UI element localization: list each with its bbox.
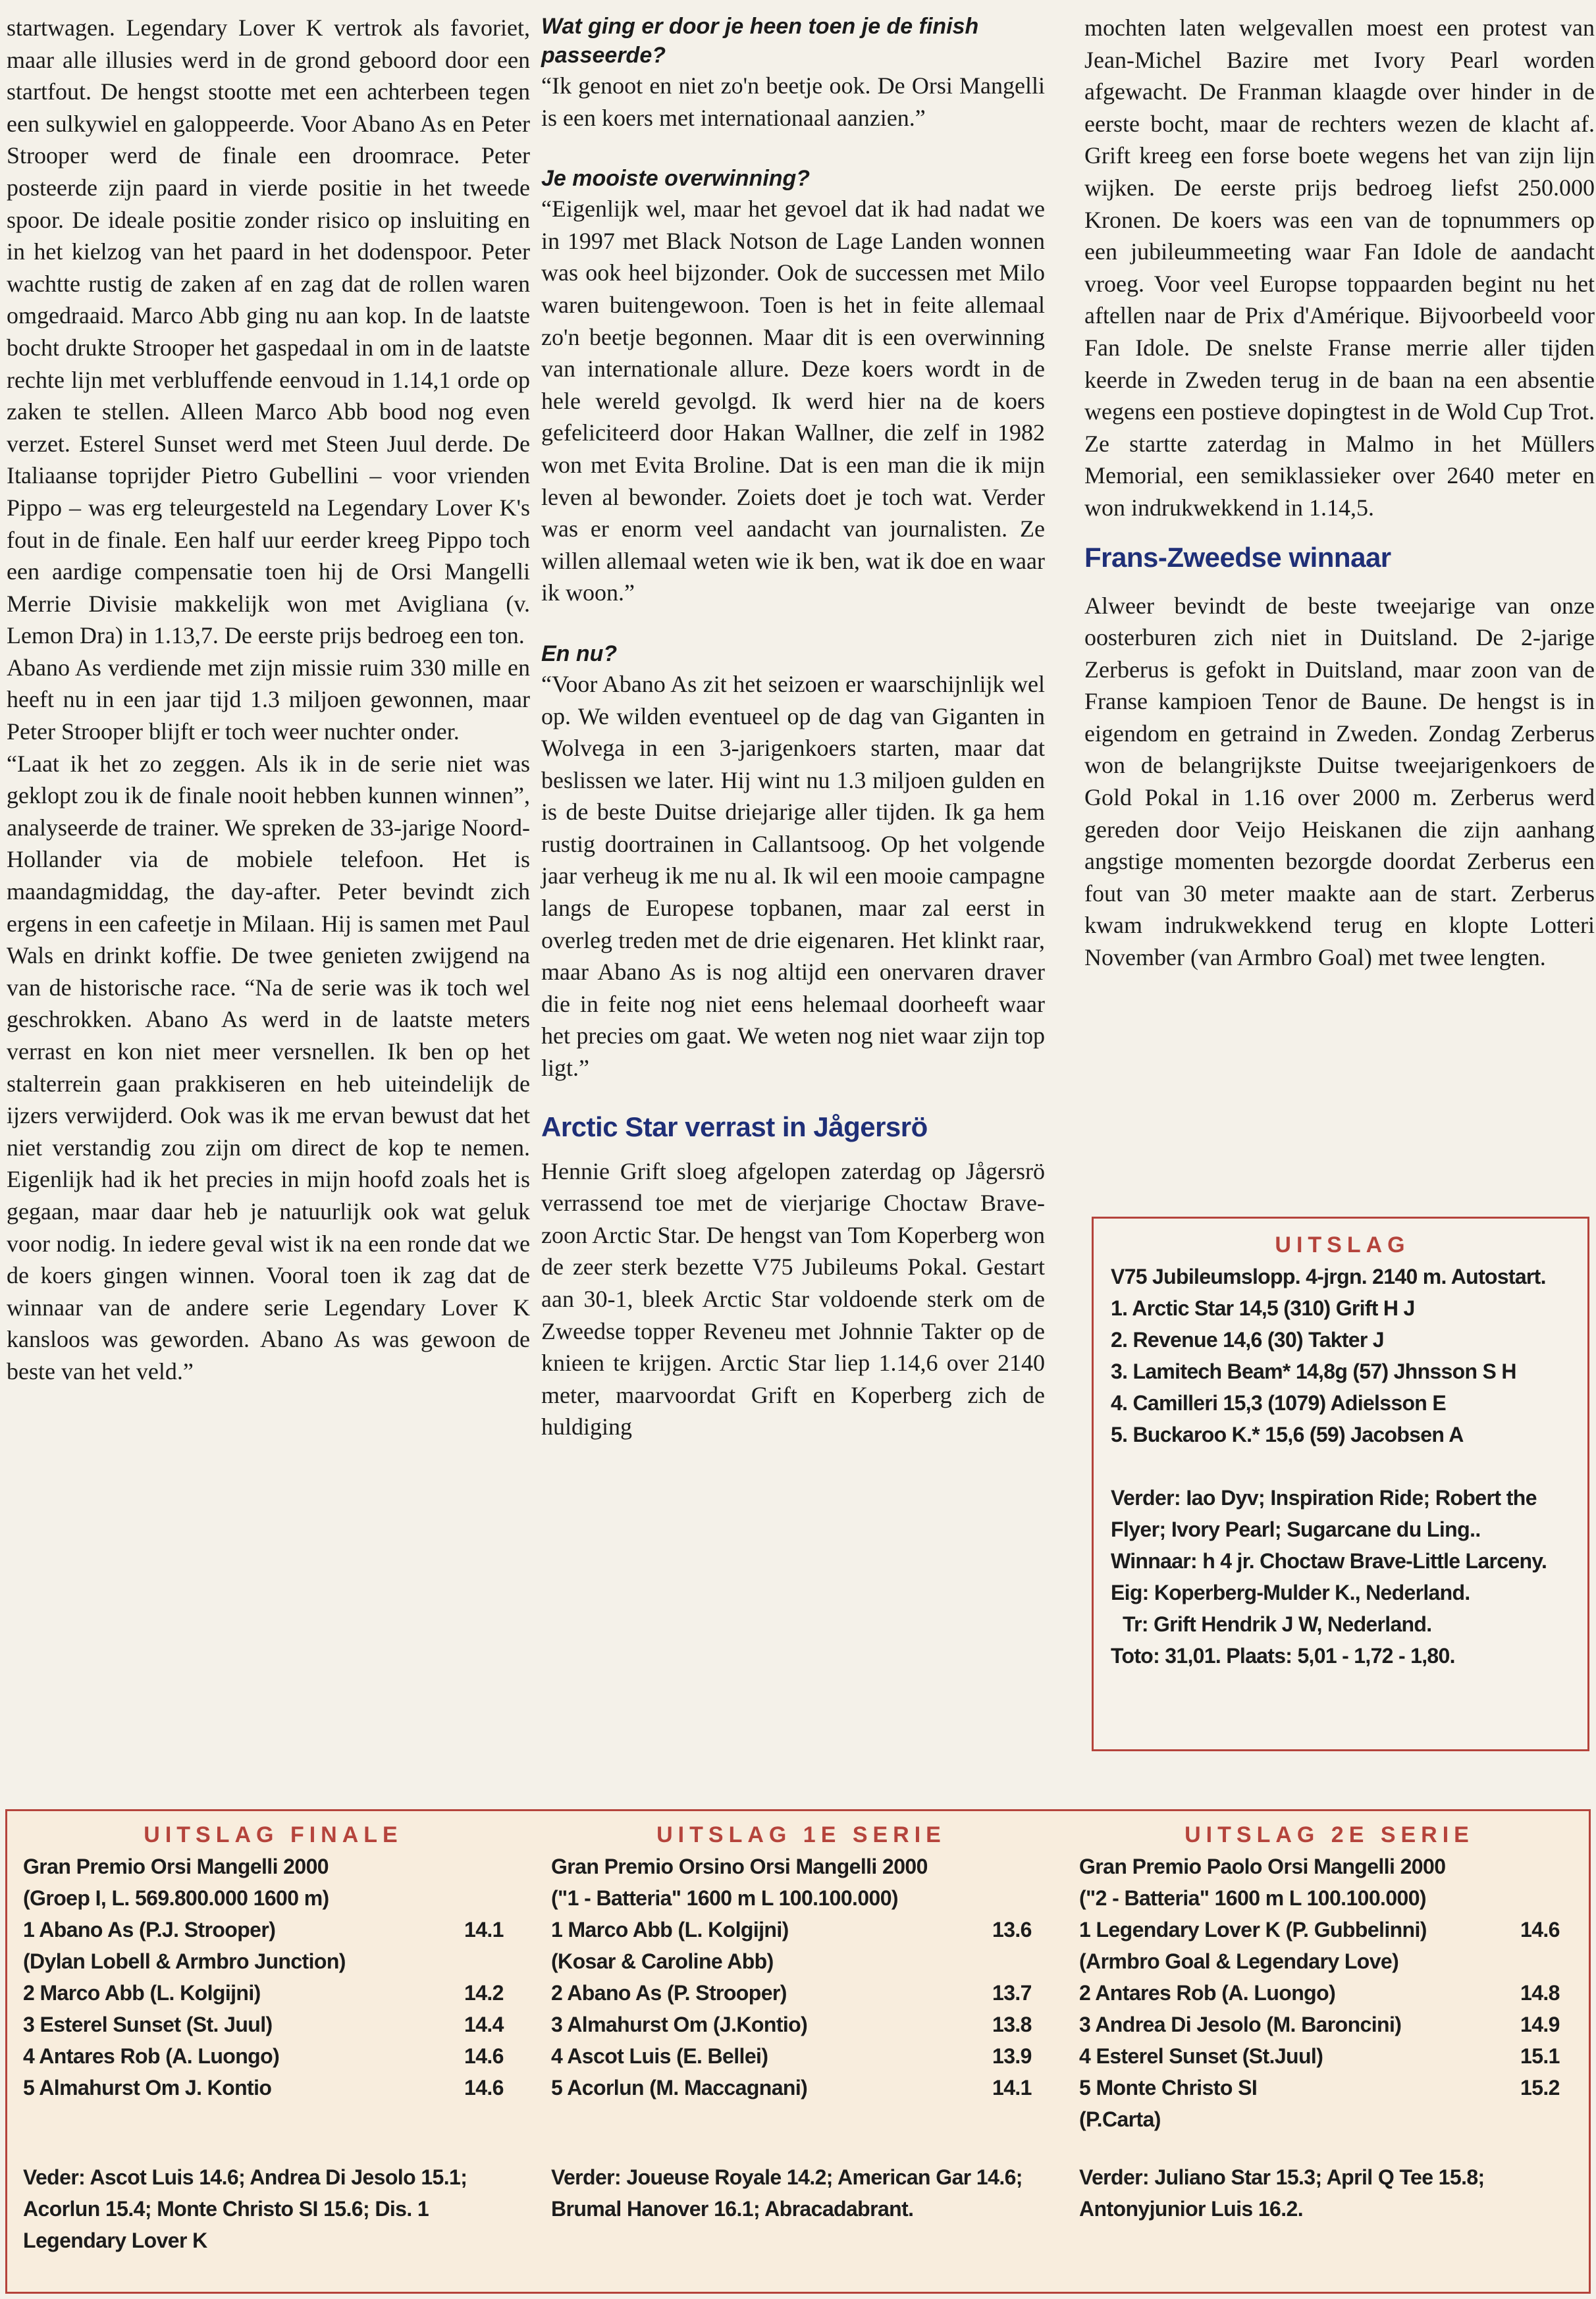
article-column-3	[1084, 12, 1595, 974]
uitslag-title: UITSLAG 1E SERIE	[656, 1822, 946, 1847]
race-name: Gran Premio Orsino Orsi Mangelli 2000	[551, 1855, 928, 1878]
horse-name: 4 Ascot Luis (E. Bellei)	[551, 2044, 768, 2068]
result-line: 2. Revenue 14,6 (30) Takter J	[1111, 1328, 1384, 1352]
interview-question: En nu?	[541, 641, 618, 666]
article-column-2	[541, 12, 1045, 1443]
race-time	[1520, 2103, 1580, 2135]
result-row	[1079, 2103, 1580, 2135]
result-row	[551, 2009, 1051, 2040]
result-row	[1079, 1945, 1580, 1977]
horse-name: (Dylan Lobell & Armbro Junction)	[23, 1949, 346, 1973]
race-time: 13.9	[992, 2044, 1032, 2068]
race-name: Gran Premio Orsi Mangelli 2000	[23, 1855, 329, 1878]
race-time: 14.4	[464, 2013, 504, 2036]
race-time	[464, 1945, 523, 1977]
uitslag-1e-serie	[551, 1819, 1051, 2225]
horse-name: 2 Antares Rob (A. Luongo)	[1079, 1981, 1336, 2005]
article-paragraph: Hennie Grift sloeg afgelopen zaterdag op Jågersrö verrassend toe met de vierjarige Choctaw Brave-zoon Arctic Star. De hengst van Tom Koperberg won de zeer sterk bezette V75 Jubileums Pokal. Gestart aan 30-1, bleek Arctic Star voldoende sterk om de Zweedse topper Reveneu met Johnnie Takter op de knieen te krijgen. Arctic Star liep 1.14,6 over 2140 meter, maarvoordat Grift en Koperberg zich de huldiging	[541, 1157, 1045, 1440]
race-info: ("2 - Batteria" 1600 m L 100.100.000)	[1079, 1886, 1426, 1910]
result-row	[23, 2040, 523, 2072]
verder-line: Verder: Iao Dyv; Inspiration Ride; Robert the Flyer; Ivory Pearl; Sugarcane du Ling..	[1111, 1486, 1537, 1541]
uitslag-2e-serie	[1079, 1819, 1580, 2225]
horse-name: 3 Esterel Sunset (St. Juul)	[23, 2013, 273, 2036]
horse-name: 1 Legendary Lover K (P. Gubbelinni)	[1079, 1918, 1427, 1942]
horse-name: 5 Monte Christo SI	[1079, 2076, 1258, 2100]
horse-name: 2 Marco Abb (L. Kolgijni)	[23, 1981, 261, 2005]
race-info: ("1 - Batteria" 1600 m L 100.100.000)	[551, 1886, 898, 1910]
race-info: (Groep I, L. 569.800.000 1600 m)	[23, 1886, 329, 1910]
interview-answer: “Eigenlijk wel, maar het gevoel dat ik had nadat we in 1997 met Black Notson de Lage Landen wonnen was ook heel bijzonder. Ook de successen met Milo waren buitengewoon. Toen is het in feite allemaal zo'n beetje begonnen. Maar dit is een overwinning van internationale allure. Deze koers wordt in de hele wereld gevolgd. Ik werd hier na de koers gefeliciteerd door Hakan Wallner, die zelf in 1982 won met Evita Broline. Dat is een man die ik mijn leven al bewonder. Zoiets doet je toch wat. Verder was er enorm veel aandacht van journalisten. Ze willen allemaal weten wie ik ben, wat ik doe en waar ik woon.”	[541, 196, 1045, 606]
race-time	[992, 1945, 1051, 1977]
result-line: 5. Buckaroo K.* 15,6 (59) Jacobsen A	[1111, 1423, 1464, 1446]
race-time: 14.6	[464, 2076, 504, 2100]
tr-line: Tr: Grift Hendrik J W, Nederland.	[1123, 1612, 1432, 1636]
horse-name: 4 Antares Rob (A. Luongo)	[23, 2044, 280, 2068]
interview-question: Wat ging er door je heen toen je de finish passeerde?	[541, 14, 979, 68]
uitslag-title: UITSLAG	[1275, 1232, 1410, 1257]
result-line: V75 Jubileumslopp. 4-jrgn. 2140 m. Autostart.	[1111, 1265, 1546, 1288]
result-row	[23, 1914, 523, 1945]
race-time: 13.8	[992, 2013, 1032, 2036]
verder-line: Verder: Joueuse Royale 14.2; American Gar 14.6; Brumal Hanover 16.1; Abracadabrant.	[551, 2165, 1023, 2221]
result-row	[551, 1977, 1051, 2009]
result-row	[23, 2009, 523, 2040]
race-time: 14.8	[1520, 1981, 1560, 2005]
race-time: 15.1	[1520, 2044, 1560, 2068]
interview-answer: “Ik genoot en niet zo'n beetje ook. De Orsi Mangelli is een koers met internationaal aanzien.”	[541, 72, 1045, 131]
article-paragraph: startwagen. Legendary Lover K vertrok als favoriet, maar alle illusies werd in de grond geboord door een startfout. De hengst stootte met een achterbeen tegen een sulkywiel en galoppeerde. Voor Abano As en Peter Strooper werd de finale een droomrace. Peter posteerde zijn paard in vierde positie in het tweede spoor. De ideale positie zonder risico op insluiting en in het kielzog van het paard in het dodenspoor. Peter wachtte rustig de zaken af en zag dat de rollen waren omgedraaid. Marco Abb ging nu aan kop. In de laatste bocht drukte Strooper het gaspedaal in om in de laatste rechte lijn met verbluffende eenvoud in 1.14,1 orde op zaken te stellen. Alleen Marco Abb bood nog even verzet. Esterel Sunset werd met Steen Juul derde. De Italiaanse toprijder Pietro Gubellini – voor vrienden Pippo – was erg teleurgesteld na Legendary Lover K's fout in de finale. Een half uur eerder kreeg Pippo toch een aardige compensatie toen hij de Orsi Mangelli Merrie Divisie makkelijk won met Avigliana (v. Lemon Dra) in 1.13,7. De eerste prijs bedroeg een ton.	[7, 14, 530, 649]
horse-name: 1 Marco Abb (L. Kolgijni)	[551, 1918, 789, 1942]
result-line: 3. Lamitech Beam* 14,8g (57) Jhnsson S H	[1111, 1360, 1516, 1383]
horse-name: 2 Abano As (P. Strooper)	[551, 1981, 787, 2005]
race-time: 14.9	[1520, 2013, 1560, 2036]
article-column-1	[7, 12, 530, 1388]
race-time: 13.7	[992, 1981, 1032, 2005]
uitslag-finale	[23, 1819, 523, 2256]
horse-name: 3 Andrea Di Jesolo (M. Baroncini)	[1079, 2013, 1402, 2036]
result-row	[1079, 1977, 1580, 2009]
horse-name: (P.Carta)	[1079, 2107, 1161, 2131]
article-paragraph: mochten laten welgevallen moest een protest van Jean-Michel Bazire met Ivory Pearl worden afgewacht. De Franman klaagde over hinder in de eerste bocht, maar de rechters wezen de klacht af. Grift kreeg een forse boete wegens het van zijn lijn wijken. De eerste prijs bedroeg liefst 250.000 Kronen. De koers was een van de topnummers op een jubileummeeting waar Fan Idole de aandacht vroeg. Voor veel Europse toppaarden begint nu het aftellen naar de Prix d'Amérique. Bijvoorbeeld voor Fan Idole. De snelste Franse merrie aller tijden keerde in Zweden terug in de baan na een absentie wegens een postieve dopingtest in de Wold Cup Trot. Ze startte zaterdag in Malmo in het Müllers Memorial, een semiklassieker over 2640 meter en won indrukwekkend in 1.14,5.	[1084, 14, 1595, 521]
result-row	[551, 1945, 1051, 1977]
horse-name: 4 Esterel Sunset (St.Juul)	[1079, 2044, 1323, 2068]
race-time: 14.2	[464, 1981, 504, 2005]
result-row	[23, 1977, 523, 2009]
result-row	[23, 1945, 523, 1977]
winnaar-line: Winnaar: h 4 jr. Choctaw Brave-Little Larceny.	[1111, 1549, 1547, 1573]
interview-question: Je mooiste overwinning?	[541, 166, 811, 192]
horse-name: 5 Almahurst Om J. Kontio	[23, 2076, 272, 2100]
horse-name: (Kosar & Caroline Abb)	[551, 1949, 774, 1973]
uitslag-box-v75	[1092, 1217, 1589, 1751]
result-row	[551, 2040, 1051, 2072]
horse-name: 5 Acorlun (M. Maccagnani)	[551, 2076, 808, 2100]
result-row	[23, 2072, 523, 2103]
toto-line: Toto: 31,01. Plaats: 5,01 - 1,72 - 1,80.	[1111, 1644, 1455, 1668]
race-time: 14.1	[992, 2076, 1032, 2100]
result-row	[1079, 2072, 1580, 2103]
result-row	[1079, 1914, 1580, 1945]
horse-name: 1 Abano As (P.J. Strooper)	[23, 1918, 276, 1942]
eig-line: Eig: Koperberg-Mulder K., Nederland.	[1111, 1581, 1470, 1604]
race-time: 14.6	[1520, 1918, 1560, 1942]
result-row	[551, 1914, 1051, 1945]
article-paragraph: Alweer bevindt de beste tweejarige van onze oosterburen zich niet in Duitsland. De 2-jarige Zerberus is gefokt in Duitsland, maar zoon van de Franse kampioen Tenor de Baune. De hengst is in eigendom en getraind in Zweden. Zondag Zerberus won de belangrijkste Duitse tweejarigenkoers de Gold Pokal in 1.16 over 2000 m. Zerberus werd gereden door Veijo Heiskanen die zijn aanhang angstige momenten bezorgde doordat Zerberus een fout van 30 meter maakte aan de start. Zerberus kwam indrukwekkend terug en klopte Lotteri November (van Armbro Goal) met twee lengten.	[1084, 592, 1595, 971]
race-time	[1520, 1945, 1580, 1977]
interview-answer: “Voor Abano As zit het seizoen er waarschijnlijk wel op. We wilden eventueel op de dag van Giganten in Wolvega in een 3-jarigenkoers starten, maar dat beslissen we later. Hij wint nu 1.3 miljoen gulden en is de beste Duitse driejarige aller tijden. Ik ga hem rustig doortrainen in Callantsoog. Op het volgende jaar verheug ik me nu al. Ik wil een mooie campagne langs de Europese topbanen, maar zal eerst in overleg treden met de drie eigenaren. Het klinkt raar, maar Abano As is nog altijd een onervaren draver die in feite nog niet eens helemaal doorheeft waar het precies om gaat. We weten nog niet waar zijn top ligt.”	[541, 670, 1045, 1082]
result-line: 4. Camilleri 15,3 (1079) Adielsson E	[1111, 1391, 1446, 1415]
horse-name: 3 Almahurst Om (J.Kontio)	[551, 2013, 808, 2036]
verder-line: Verder: Juliano Star 15.3; April Q Tee 15.8; Antonyjunior Luis 16.2.	[1079, 2165, 1485, 2221]
uitslag-title: UITSLAG 2E SERIE	[1184, 1822, 1474, 1847]
article-paragraph: Abano As verdiende met zijn missie ruim 330 mille en heeft nu in een jaar tijd 1.3 miljoen gewonnen, maar Peter Strooper blijft er toch weer nuchter onder.	[7, 654, 530, 745]
result-row	[1079, 2009, 1580, 2040]
result-row	[551, 2072, 1051, 2103]
result-line: 1. Arctic Star 14,5 (310) Grift H J	[1111, 1296, 1415, 1320]
race-time: 14.1	[464, 1918, 504, 1942]
verder-line: Veder: Ascot Luis 14.6; Andrea Di Jesolo 15.1; Acorlun 15.4; Monte Christo SI 15.6; Dis. 1 Legendary Lover K	[23, 2165, 467, 2252]
article-paragraph: “Laat ik het zo zeggen. Als ik in de serie niet was geklopt zou ik de finale nooit hebben kunnen winnen”, analyseerde de trainer. We spreken de 33-jarige Noord-Hollander via de mobiele telefoon. Het is maandagmiddag, the day-after. Peter bevindt zich ergens in een cafeetje in Milaan. Hij is samen met Paul Wals en drinkt koffie. De twee genieten zwijgend na van de historische race. “Na de serie was ik toch wel geschrokken. Abano As werd in de laatste meters verrast en kon niet meer versnellen. Ik ben op het stalterrein gaan prakkiseren en heb uiteindelijk de ijzers verwijderd. Ook was ik me ervan bewust dat het niet verstandig zou zijn om direct de kop te nemen. Eigenlijk had ik het precies in mijn hoofd zoals het is gegaan, maar daar heb je natuurlijk ook wat geluk voor nodig. In iedere geval wist ik na een ronde dat we de koers gingen winnen. Vooral toen ik zag dat de winnaar van de andere serie Legendary Lover K kansloos was geworden. Abano As was gewoon de beste van het veld.”	[7, 750, 530, 1385]
section-heading-arctic-star: Arctic Star verrast in Jågersrö	[541, 1111, 928, 1142]
race-time: 15.2	[1520, 2076, 1560, 2100]
uitslag-box-mangelli	[5, 1809, 1591, 2294]
race-time: 14.6	[464, 2044, 504, 2068]
uitslag-title: UITSLAG FINALE	[144, 1822, 403, 1847]
race-time: 13.6	[992, 1918, 1032, 1942]
section-heading-frans-zweedse: Frans-Zweedse winnaar	[1084, 541, 1391, 573]
race-name: Gran Premio Paolo Orsi Mangelli 2000	[1079, 1855, 1446, 1878]
result-row	[1079, 2040, 1580, 2072]
horse-name: (Armbro Goal & Legendary Love)	[1079, 1949, 1399, 1973]
